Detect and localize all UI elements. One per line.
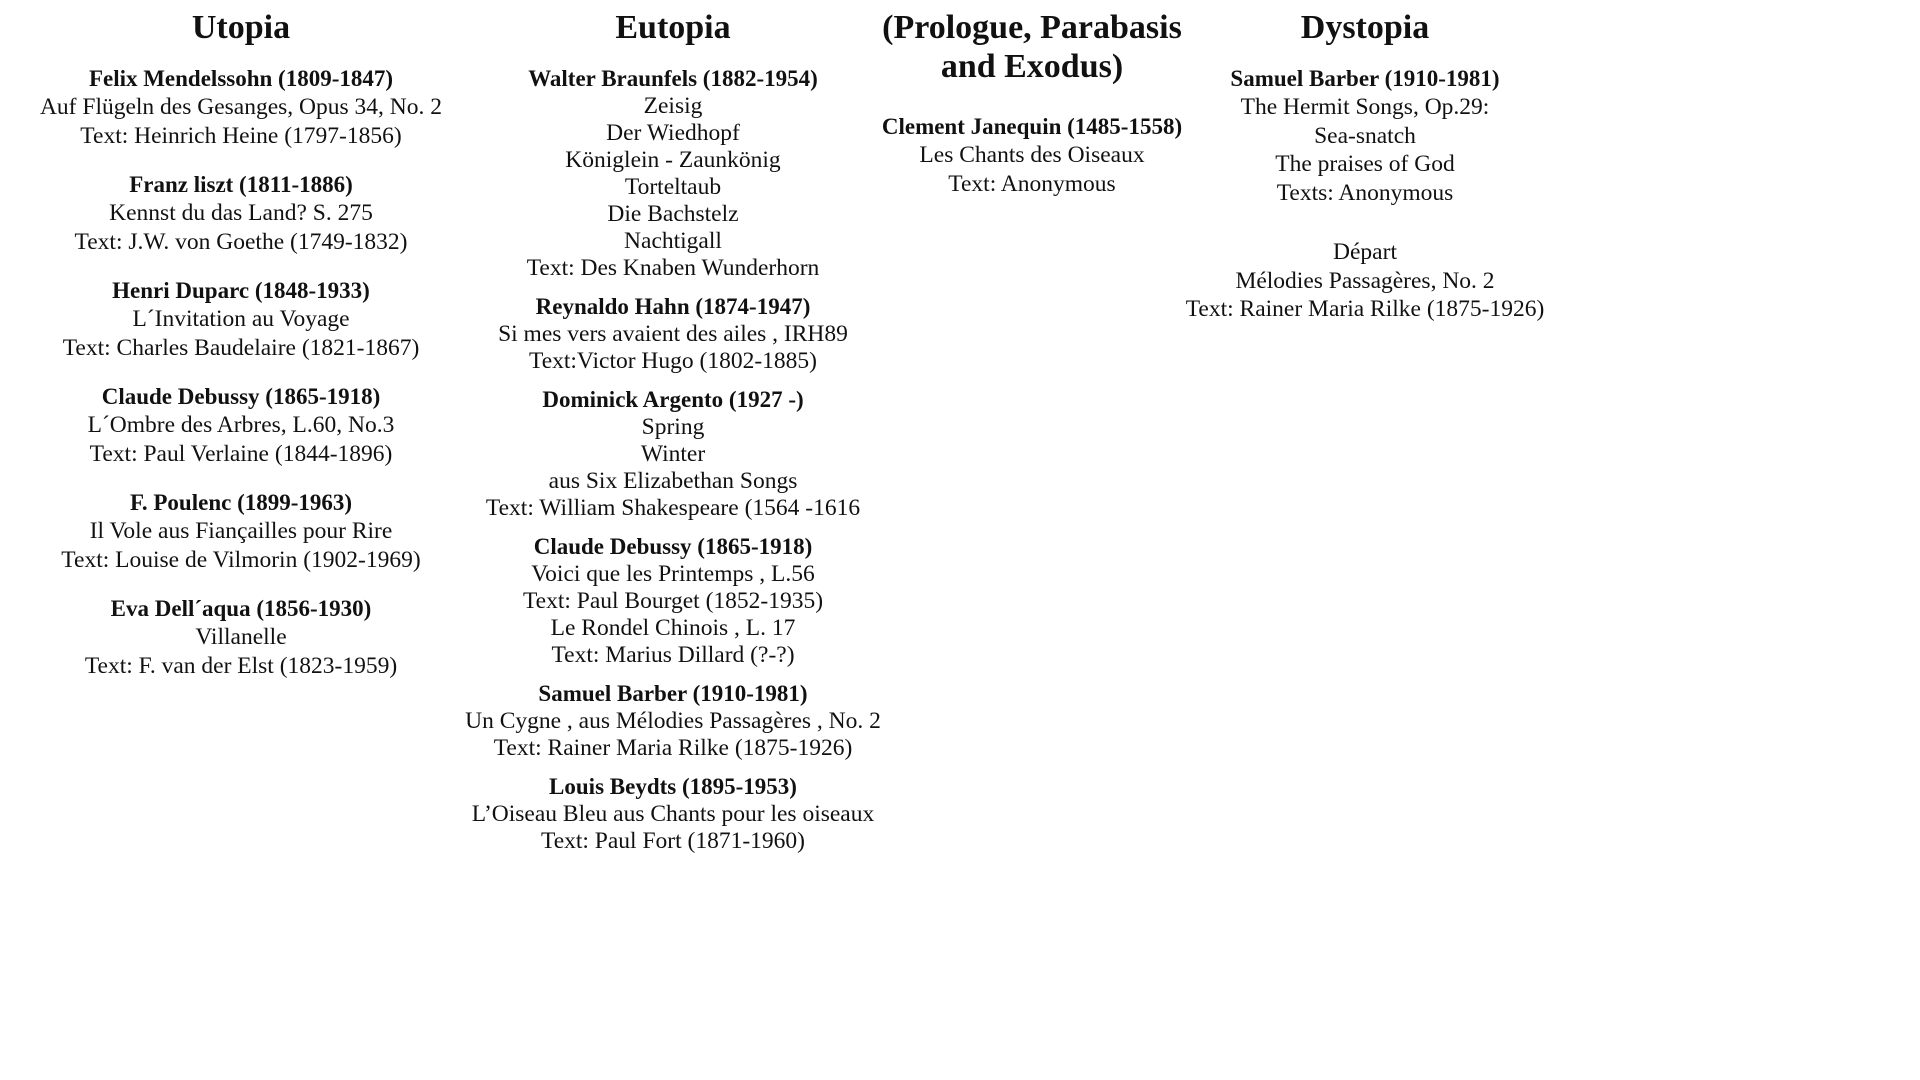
work-title: L´Ombre des Arbres, L.60, No.3 [87, 412, 395, 438]
composer-name: Samuel Barber (1910-1981) [538, 681, 808, 706]
work-title: The Hermit Songs, Op.29: [1240, 94, 1490, 120]
text-credit: Text: Paul Verlaine (1844-1896) [89, 440, 393, 467]
composer-name: Claude Debussy (1865-1918) [101, 384, 381, 409]
program-entry [1162, 65, 1568, 324]
composer-name: F. Poulenc (1899-1963) [129, 490, 353, 515]
program-entry [8, 277, 474, 362]
work-title: Zeisig [643, 93, 703, 119]
text-credit: Text: Louise de Vilmorin (1902-1969) [61, 546, 421, 573]
program-entry [438, 293, 908, 375]
work-title: Die Bachstelz [607, 201, 739, 227]
text-credit: Text: Heinrich Heine (1797-1856) [80, 122, 402, 149]
work-title: Départ [1333, 239, 1397, 265]
column-dystopia [1162, 8, 1568, 345]
program-entry [438, 533, 908, 669]
text-credit: Text: J.W. von Goethe (1749-1832) [74, 228, 408, 255]
program-entry [438, 386, 908, 522]
work-title: Mélodies Passagères, No. 2 [1235, 267, 1495, 294]
work-title: Voici que les Printemps , L.56 [531, 561, 815, 587]
work-title: Kennst du das Land? S. 275 [109, 200, 373, 226]
composer-name: Dominick Argento (1927 -) [542, 387, 804, 412]
composer-name: Franz liszt (1811-1886) [129, 172, 353, 197]
column-heading: Eutopia [615, 9, 731, 46]
text-credit: Text: Anonymous [948, 170, 1116, 197]
work-title: Winter [640, 441, 706, 467]
work-title: Spring [641, 414, 705, 440]
work-title: Il Vole aus Fiançailles pour Rire [89, 518, 393, 544]
composer-name: Felix Mendelssohn (1809-1847) [88, 66, 394, 91]
work-title: Si mes vers avaient des ailes , IRH89 [498, 321, 848, 347]
program-entry [8, 489, 474, 574]
work-title: Nachtigall [624, 228, 722, 254]
program-entry [438, 680, 908, 762]
work-title: Le Rondel Chinois , L. 17 [550, 615, 796, 641]
program-entry [8, 383, 474, 468]
column-heading-line: and Exodus) [940, 48, 1124, 85]
work-title: Sea-snatch [1314, 122, 1416, 149]
composer-name: Samuel Barber (1910-1981) [1230, 66, 1500, 91]
program-entry [856, 113, 1208, 198]
text-credit: Text: Rainer Maria Rilke (1875-1926) [1185, 296, 1545, 322]
column-heading: Utopia [191, 9, 291, 46]
composer-name: Claude Debussy (1865-1918) [533, 534, 813, 559]
column-prologue-parabasis-exodus [856, 8, 1208, 219]
text-credit: Text: Paul Fort (1871-1960) [540, 828, 805, 854]
text-credit: Text: William Shakespeare (1564 -1616 [485, 495, 861, 521]
work-title: Der Wiedhopf [606, 120, 740, 146]
program-entry [438, 65, 908, 282]
text-credit: Text: Rainer Maria Rilke (1875-1926) [493, 735, 853, 761]
work-title: L’Oiseau Bleu aus Chants pour les oiseaux [471, 801, 875, 827]
text-credit: Text: Marius Dillard (?-?) [551, 642, 795, 668]
column-heading-line: (Prologue, Parabasis [882, 9, 1182, 46]
column-utopia [8, 8, 474, 701]
work-title: Villanelle [195, 624, 287, 650]
program-entry [8, 171, 474, 256]
text-credit: Texts: Anonymous [1276, 179, 1454, 206]
column-eutopia [438, 8, 908, 866]
composer-name: Henri Duparc (1848-1933) [112, 278, 370, 303]
composer-name: Louis Beydts (1895-1953) [549, 774, 797, 799]
spacer [1162, 207, 1568, 238]
program-entry [8, 595, 474, 680]
work-title: Torteltaub [624, 174, 722, 200]
text-credit: Text: Charles Baudelaire (1821-1867) [62, 334, 420, 361]
composer-name: Walter Braunfels (1882-1954) [528, 66, 818, 91]
work-title: Königlein - Zaunkönig [565, 147, 781, 173]
text-credit: Text: Des Knaben Wunderhorn [526, 255, 820, 281]
composer-name: Reynaldo Hahn (1874-1947) [535, 294, 811, 319]
program-entry [8, 65, 474, 150]
work-title: L´Invitation au Voyage [132, 306, 350, 332]
work-title: Un Cygne , aus Mélodies Passagères , No. 2 [465, 708, 881, 734]
program-entry [438, 773, 908, 855]
composer-name: Clement Janequin (1485-1558) [881, 114, 1183, 139]
text-credit: Text: F. van der Elst (1823-1959) [84, 652, 398, 679]
text-credit: Text:Victor Hugo (1802-1885) [528, 348, 818, 374]
work-title: Les Chants des Oiseaux [919, 142, 1145, 168]
work-title: aus Six Elizabethan Songs [548, 468, 798, 494]
composer-name: Eva Dell´aqua (1856-1930) [110, 596, 372, 621]
work-title: Auf Flügeln des Gesanges, Opus 34, No. 2 [39, 94, 443, 120]
work-title: The praises of God [1275, 151, 1455, 177]
column-heading: Dystopia [1300, 9, 1430, 46]
text-credit: Text: Paul Bourget (1852-1935) [522, 588, 824, 614]
column-heading [856, 8, 1208, 86]
